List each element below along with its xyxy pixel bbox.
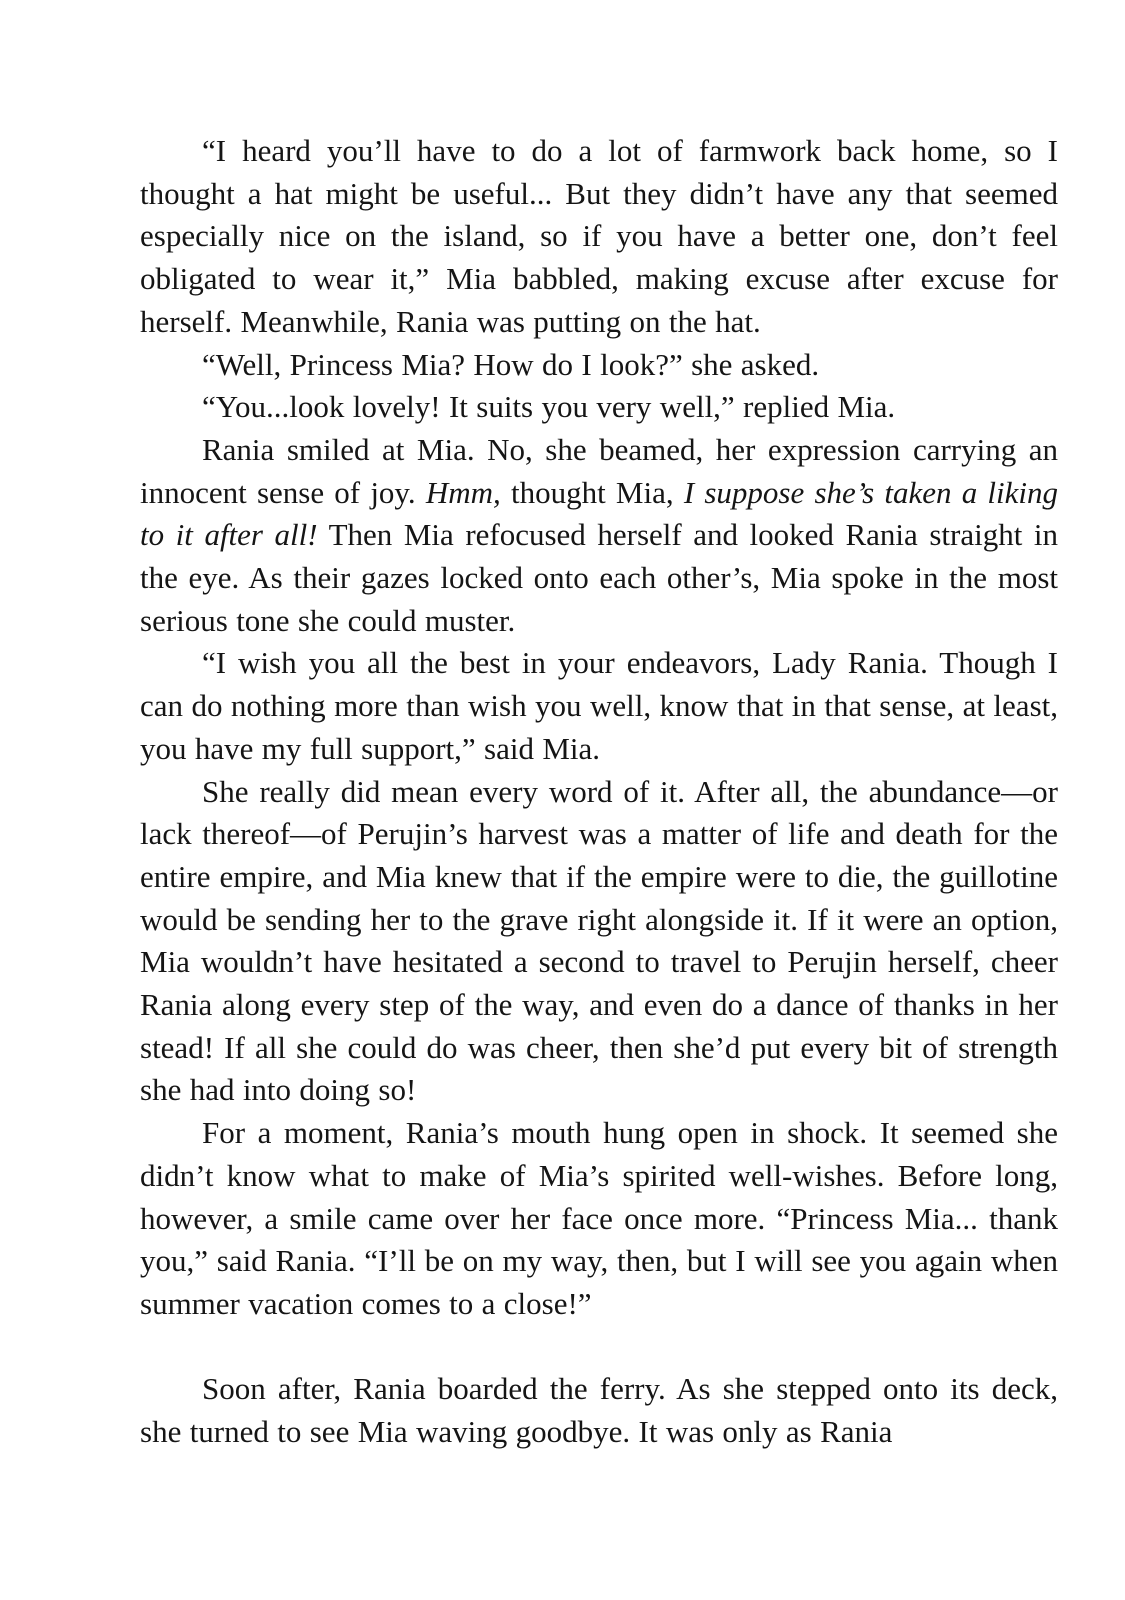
text-run: Soon after, Rania boarded the ferry. As she stepped onto its deck, she turned to see Mia waving goodbye. It was only as Rania — [140, 1371, 1058, 1450]
text-run: thought Mia, — [500, 474, 684, 510]
page-text — [140, 130, 1058, 1454]
text-run: Then Mia refocused herself and looked Rania straight in the eye. As their gazes locked onto each other’s, Mia spoke in the most serious tone she could muster. — [140, 517, 1058, 638]
paragraph — [140, 1368, 1058, 1453]
text-run: “Well, Princess Mia? How do I look?” she asked. — [202, 346, 820, 382]
text-run: “I wish you all the best in your endeavors, Lady Rania. Though I can do nothing more than wish you well, know that in that sense, at least, you have my full support,” said Mia. — [140, 645, 1058, 766]
paragraph — [140, 130, 1058, 344]
text-run: For a moment, Rania’s mouth hung open in shock. It seemed she didn’t know what to make of Mia’s spirited well-wishes. Before long, however, a smile came over her face once more. “Princess Mia... thank you,” said Rania. “I’ll be on my way, then, but I will see you again when summer vacation comes to a close!” — [140, 1115, 1058, 1321]
paragraph — [140, 429, 1058, 643]
paragraph — [140, 1112, 1058, 1326]
paragraph — [140, 771, 1058, 1113]
text-run: “I heard you’ll have to do a lot of farmwork back home, so I thought a hat might be useful... But they didn’t have any that seemed especially nice on the island, so if you have a better one, don’t feel obligated to wear it,” Mia babbled, making excuse after excuse for herself. Meanwhile, Rania was putting on the hat. — [140, 133, 1058, 339]
paragraph — [140, 386, 1058, 429]
text-run: Rania smiled at Mia. No, she beamed, her expression carrying an innocent sense of joy. — [140, 431, 1058, 510]
text-run: “You...look lovely! It suits you very well,” replied Mia. — [202, 389, 896, 425]
paragraph — [140, 344, 1058, 387]
paragraph — [140, 642, 1058, 770]
italic-text-run: Hmm, — [425, 474, 501, 510]
italic-text-run: I suppose she’s taken a liking to it after all! — [140, 474, 1058, 553]
text-run: She really did mean every word of it. After all, the abundance—or lack thereof—of Perujin’s harvest was a matter of life and death for the entire empire, and Mia knew that if the empire were to die, the guillotine would be sending her to the grave right alongside it. If it were an option, Mia wouldn’t have hesitated a second to travel to Perujin herself, cheer Rania along every step of the way, and even do a dance of thanks in her stead! If all she could do was cheer, then she’d put every bit of strength she had into doing so! — [140, 773, 1058, 1108]
